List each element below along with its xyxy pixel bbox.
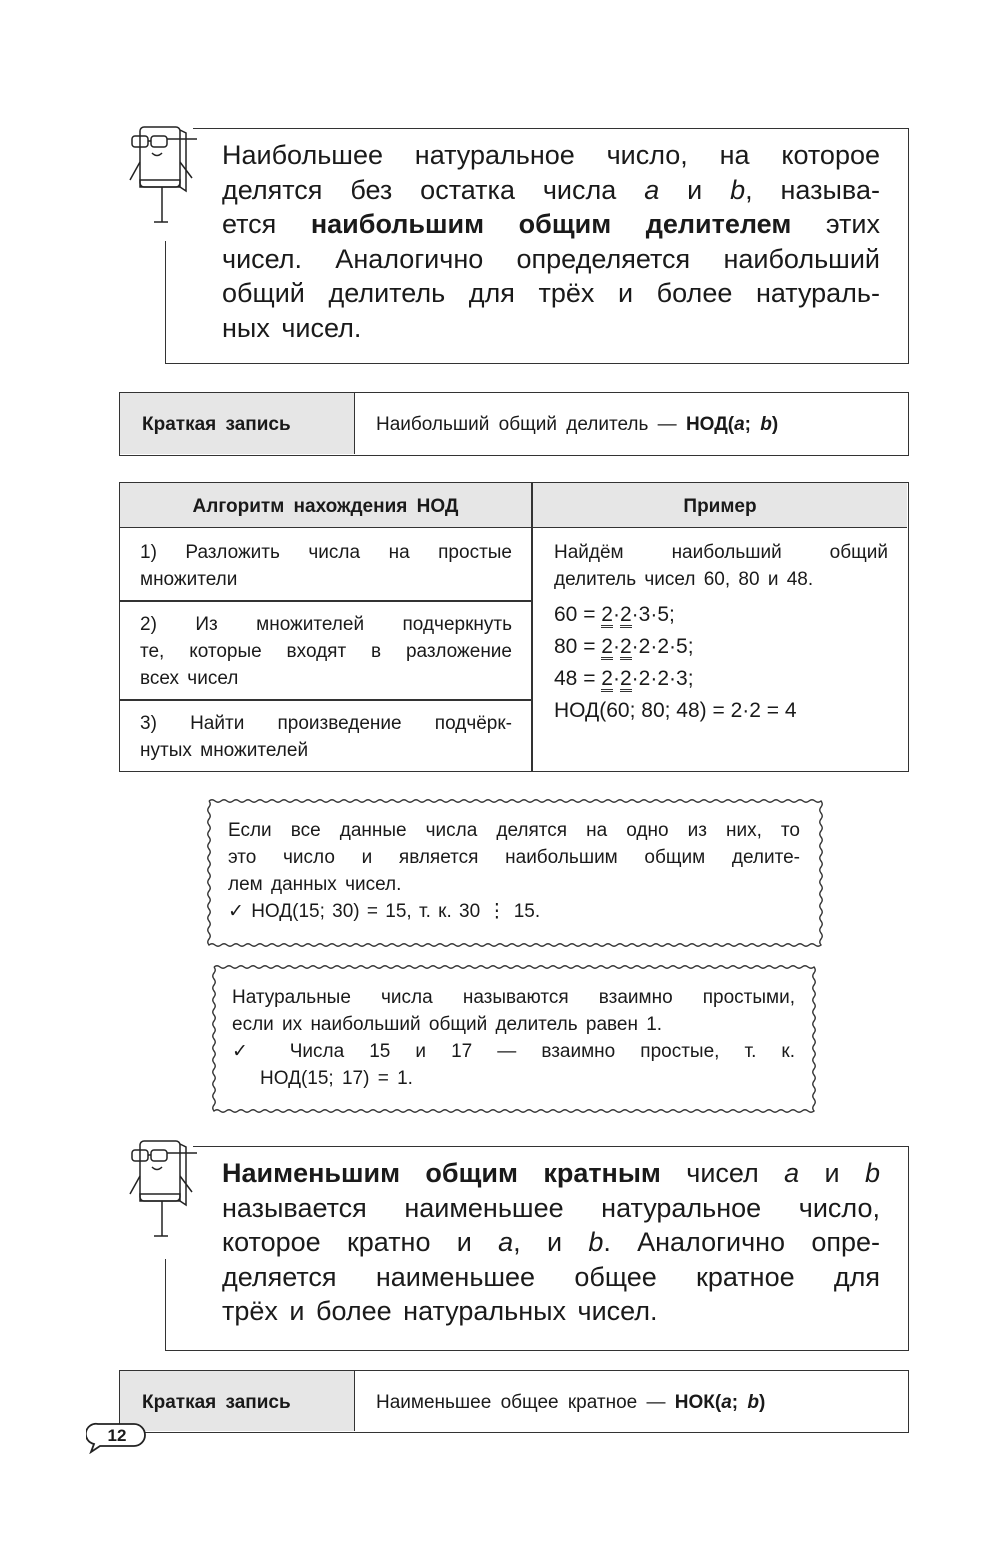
notation-label: Краткая запись [142,414,291,435]
gcd-definition-text [222,138,880,346]
text-line [222,207,880,242]
text-line [222,242,880,277]
factorizations [554,599,694,695]
emphasis-text: b [864,1158,880,1188]
emphasis-text: ) [771,414,779,435]
text-run: , и [513,1227,589,1258]
text-run: ных чисел. [222,312,362,343]
number: 48 = [554,667,602,690]
text-run: . Аналогично опре- [603,1227,880,1258]
note-line: это число и является наибольшим общим делите- [228,847,800,868]
notation-value [376,1389,765,1416]
text-run: деляется наименьшее общее кратное для [222,1261,880,1292]
example-intro [554,539,888,593]
emphasis-text: НОК( [674,1392,722,1413]
dot: · [612,603,620,626]
underlined-factor: 2 [619,635,632,658]
step-1 [140,539,512,593]
step-line: те, которые входят в разложение [140,641,512,662]
remaining-factors: ·2·2·5; [631,635,694,658]
gcd-notation [686,414,778,435]
notation-text: Наименьшее общее кратное — [376,1392,675,1413]
factorization-line [554,599,694,631]
step-line: 3) Найти произведение подчёрк- [140,713,512,734]
emphasis-text: Наименьшим общим кратным [222,1158,661,1188]
text-run: общий делитель для трёх и более натураль- [222,278,880,309]
note-example: ✓ НОД(15; 30) = 15, т. к. 30 ⋮ 15. [228,901,541,922]
emphasis-text: ; [744,414,761,435]
text-run: которое кратно и [222,1227,499,1258]
remaining-factors: ·2·2·3; [631,667,694,690]
step-line: 1) Разложить числа на простые [140,542,512,563]
step-line: 2) Из множителей подчеркнуть [140,614,512,635]
text-line [222,1260,880,1295]
step-line: множители [140,569,238,590]
text-run: , называ- [745,174,880,205]
text-line [222,276,880,311]
underlined-factor: 2 [601,667,613,690]
emphasis-text: a [644,174,660,205]
text-line [222,173,880,208]
emphasis-text: ; [731,1392,748,1413]
text-run: трёх и более натуральных чисел. [222,1296,658,1327]
text-line [222,138,880,173]
lcm-notation-table [119,1370,909,1433]
book-mascot-icon [118,122,198,232]
book-mascot-icon [118,1136,198,1246]
emphasis-text: b [730,174,746,205]
number: 60 = [554,603,602,626]
page-number: 12 [107,1426,127,1445]
notation-text: Наибольший общий делитель — [376,414,686,435]
notation-label: Краткая запись [142,1392,291,1413]
text-run: и [799,1158,865,1188]
text-line [222,1156,880,1191]
text-run: ется [222,209,311,240]
emphasis-text: НОД( [685,414,735,435]
header-example: Пример [683,496,757,517]
note-example: ✓ Числа 15 и 17 — взаимно простые, т. к. [232,1041,795,1062]
lcm-notation [675,1392,766,1413]
emphasis-text: ) [759,1392,766,1413]
text-line [222,1225,880,1260]
gcd-notation-table [119,392,909,456]
dot: · [612,667,620,690]
underlined-factor: 2 [619,667,632,690]
example-line: делитель чисел 60, 80 и 48. [554,569,814,590]
text-run: и [659,174,731,205]
dot: · [612,635,620,658]
note-line: если их наибольший общий делитель равен 1. [232,1014,663,1035]
note-line: лем данных чисел. [228,874,402,895]
factorization-line [554,631,694,663]
header-algorithm: Алгоритм нахождения НОД [192,496,459,517]
step-2 [140,611,512,692]
text-line [222,1191,880,1226]
note-divisor-rule [228,817,800,925]
emphasis-text: a [784,1158,800,1188]
remaining-factors: ·3·5; [631,603,675,626]
text-line [222,311,880,346]
lcm-definition-text [222,1156,880,1329]
text-line [222,1294,880,1329]
step-line: всех чисел [140,668,239,689]
underlined-factor: 2 [601,635,613,658]
text-run: делятся без остатка числа [222,174,645,205]
text-run: чисел. Аналогично определяется наибольший [222,243,880,274]
text-run: называется наименьшее натуральное число, [222,1192,880,1223]
text-run: Наибольшее натуральное число, на которое [222,140,880,170]
notation-value [376,411,778,438]
emphasis-text: a [498,1227,514,1258]
emphasis-text: b [747,1392,760,1413]
gcd-result: НОД(60; 80; 48) = 2·2 = 4 [554,699,797,722]
text-run: чисел [660,1158,785,1188]
emphasis-text: b [760,414,772,435]
step-3 [140,710,512,764]
note-example: НОД(15; 17) = 1. [260,1068,413,1089]
emphasis-text: наибольшим общим делителем [310,209,792,240]
note-line: Натуральные числа называются взаимно простыми, [232,987,795,1008]
emphasis-text: a [734,414,745,435]
emphasis-text: a [721,1392,732,1413]
step-line: нутых множителей [140,740,309,761]
note-coprime [232,984,795,1092]
example-line: Найдём наибольший общий [554,542,888,563]
underlined-factor: 2 [619,603,632,626]
number: 80 = [554,635,602,658]
underlined-factor: 2 [601,603,613,626]
gcd-algorithm-table [119,482,909,772]
emphasis-text: b [588,1227,604,1258]
factorization-line [554,663,694,695]
text-run: этих [791,209,880,240]
note-line: Если все данные числа делятся на одно из них, то [228,820,800,841]
